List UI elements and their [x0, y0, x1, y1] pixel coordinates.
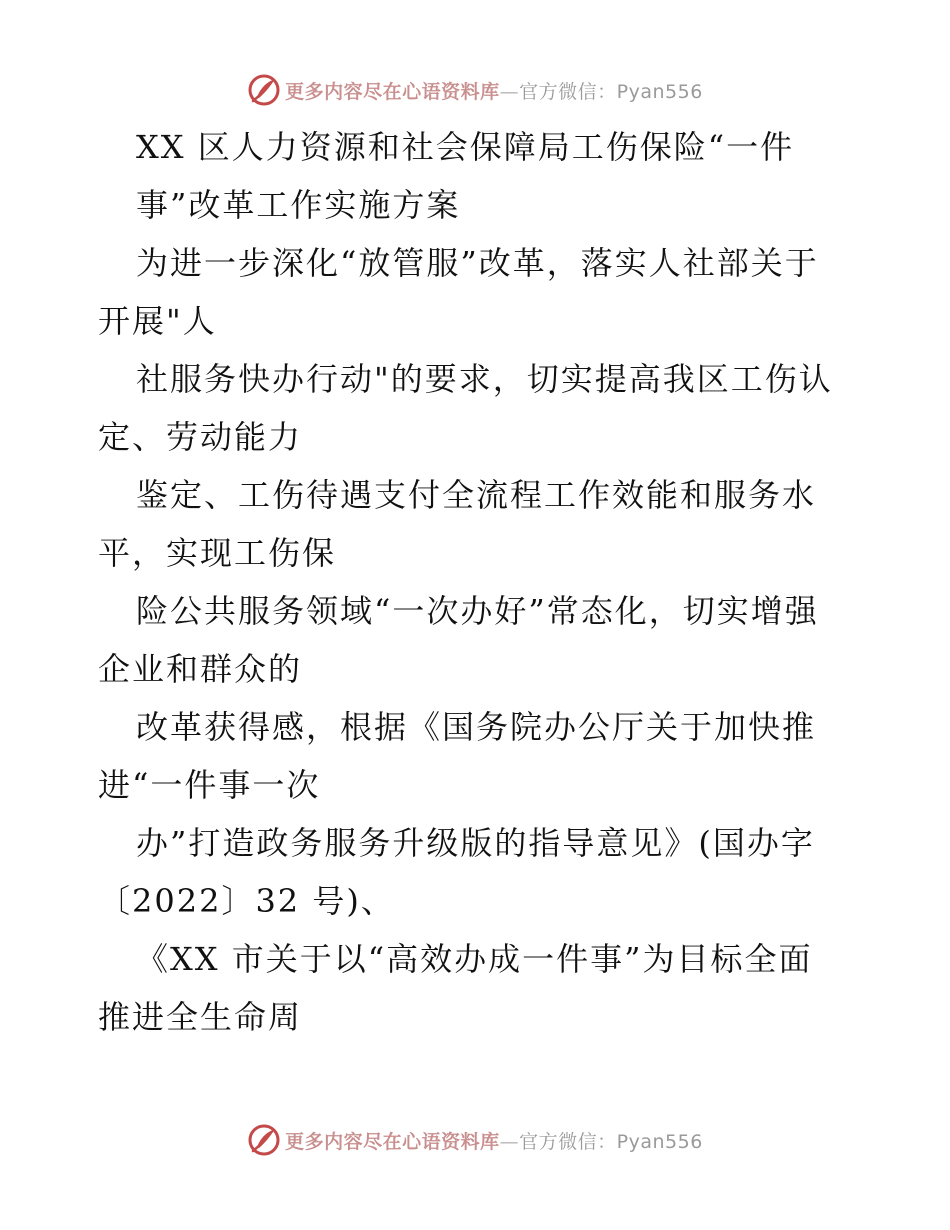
footer-banner	[0, 1120, 950, 1160]
body-line: 平，实现工伤保	[98, 534, 337, 572]
contact-text: 官方微信：Pyan556	[519, 80, 703, 103]
banner-dash: —	[499, 1130, 520, 1153]
body-line: 进“一件事一次	[98, 766, 321, 804]
body-line: 《XX 市关于以“高效办成一件事”为目标全面	[136, 940, 813, 978]
body-line: 〔2022〕32 号)、	[98, 882, 395, 920]
header-banner	[0, 70, 950, 110]
body-line: 险公共服务领域“一次办好”常态化，切实增强	[136, 592, 819, 630]
body-line: 推进全生命周	[98, 998, 303, 1036]
brand-text: 更多内容尽在心语资料库	[285, 80, 500, 103]
body-line: 为进一步深化“放管服”改革，落实人社部关于	[136, 244, 819, 282]
body-line: 鉴定、工伤待遇支付全流程工作效能和服务水	[136, 476, 817, 514]
header-banner-content	[247, 70, 703, 110]
body-line: 定、劳动能力	[98, 418, 303, 456]
body-line: 办”打造政务服务升级版的指导意见》(国办字	[136, 824, 815, 862]
brand-text: 更多内容尽在心语资料库	[285, 1130, 500, 1153]
contact-text: 官方微信：Pyan556	[519, 1130, 703, 1153]
banner-text	[285, 1127, 703, 1154]
feather-pen-logo-icon	[247, 73, 281, 107]
body-line: 社服务快办行动"的要求，切实提高我区工伤认	[136, 360, 833, 398]
banner-dash: —	[499, 80, 520, 103]
title-line-2: 事”改革工作实施方案	[136, 186, 461, 224]
title-line-1: XX 区人力资源和社会保障局工伤保险“一件	[136, 128, 795, 166]
body-line: 企业和群众的	[98, 650, 303, 688]
feather-pen-logo-icon	[247, 1123, 281, 1157]
body-line: 开展"人	[98, 302, 217, 340]
footer-banner-content	[247, 1120, 703, 1160]
body-line: 改革获得感，根据《国务院办公厅关于加快推	[136, 708, 817, 746]
banner-text	[285, 77, 703, 104]
